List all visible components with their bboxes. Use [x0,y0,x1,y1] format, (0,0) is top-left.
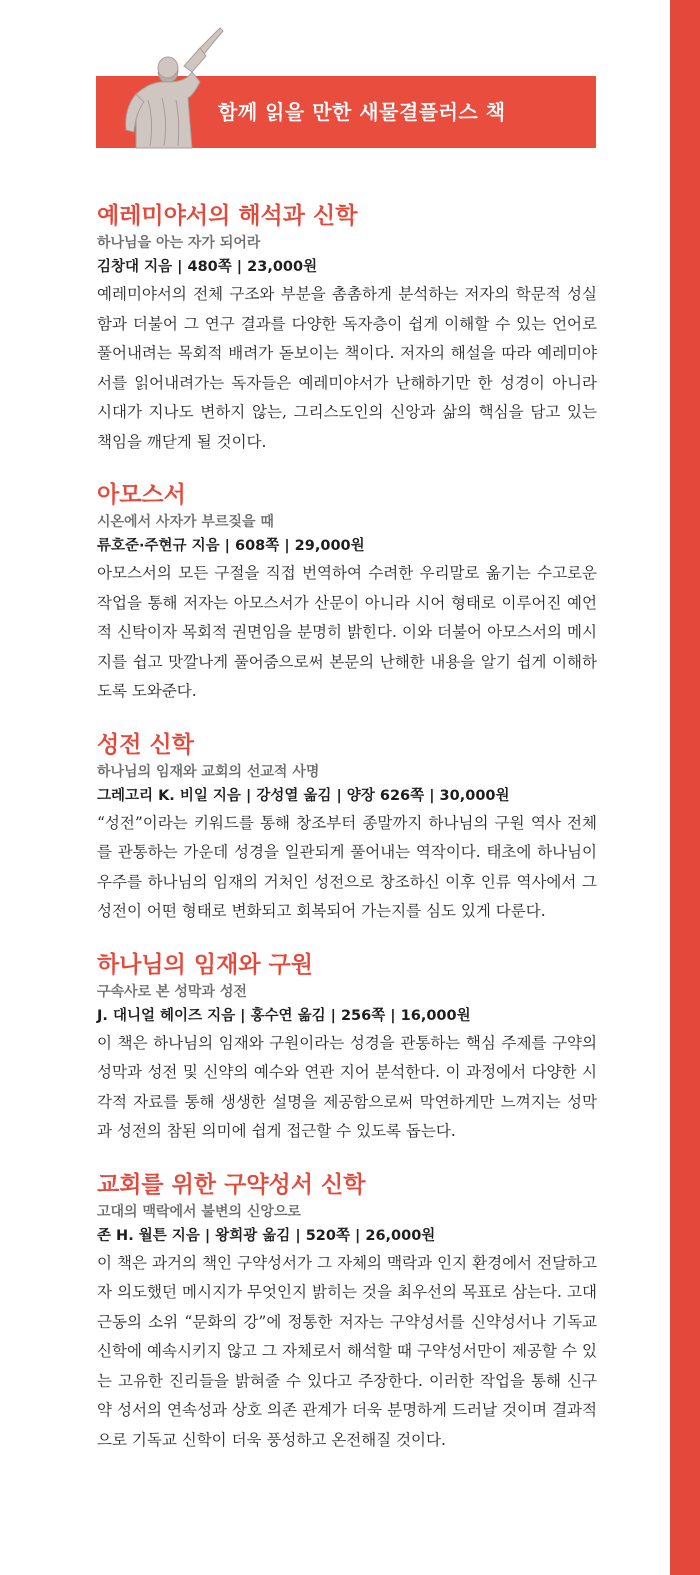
header-banner [96,20,596,160]
book-meta: J. 대니얼 헤이즈 지음 | 홍수연 옮김 | 256쪽 | 16,000원 [97,1007,471,1024]
book-description: 이 책은 과거의 책인 구약성서가 그 자체의 맥락과 인지 환경에서 전달하고자 의도했던 메시지가 무엇인지 밝히는 것을 최우선의 목표로 삼는다. 고대 근동의 소위 “문화의 강”에 정통한 저자는 구약성서를 신약성서나 기독교 신학에 예속시키지 않고 그 자체로서 해석할 때 구약성서만이 제공할 수 있는 고유한 진리들을 밝혀줄 수 있다고 주장한다. 이러한 작업을 통해 신구약 성서의 연속성과 상호 의존 관계가 더욱 분명하게 드러날 것이며 결과적으로 기독교 신학이 더욱 풍성하고 온전해질 것이다. [97,1253,597,1449]
book-subtitle: 하나님의 임재와 교회의 선교적 사명 [97,763,320,780]
book-subtitle: 하나님을 아는 자가 되어라 [97,235,261,251]
book-meta: 류호준·주현규 지음 | 608쪽 | 29,000원 [97,538,365,554]
book-title: 교회를 위한 구약성서 신학 [97,1170,366,1198]
book-meta: 존 H. 월튼 지음 | 왕희광 옮김 | 520쪽 | 26,000원 [97,1227,436,1244]
book-entry [97,200,597,457]
book-title: 아모스서 [97,481,186,508]
side-accent-bar [670,0,700,1575]
book-description: 예레미야서의 전체 구조와 부분을 촘촘하게 분석하는 저자의 학문적 성실함과 더불어 그 연구 결과를 다양한 독자층이 쉽게 이해할 수 있는 언어로 풀어내려는 목회적 배려가 돋보이는 책이다. 저자의 해설을 따라 예레미야서를 읽어내려가는 독자들은 예레미야서가 난해하기만 한 성경이 아니라 시대가 지나도 변하지 않는, 그리스도인의 신앙과 삶의 핵심을 담고 있는 책임을 깨닫게 될 것이다. [97,285,597,451]
book-subtitle: 구속사로 본 성막과 성전 [97,983,247,1000]
book-title: 하나님의 임재와 구원 [97,950,313,978]
book-description: “성전”이라는 키워드를 통해 창조부터 종말까지 하나님의 구원 역사 전체를 관통하는 가운데 성경을 일관되게 풀어내는 역작이다. 태초에 하나님이 우주를 하나님의 임재의 거처인 성전으로 창조하신 이후 인류 역사에서 그 성전이 어떤 형태로 변화되고 회복되어 가는지를 심도 있게 다룬다. [97,813,597,920]
book-subtitle: 시온에서 사자가 부르짖을 때 [97,514,274,530]
statue-illustration-icon [96,20,226,160]
book-meta: 그레고리 K. 비일 지음 | 강성열 옮김 | 양장 626쪽 | 30,000원 [97,787,510,804]
book-entry [97,479,597,707]
book-entry [97,949,597,1147]
book-entry [97,729,597,927]
book-entry [97,1169,597,1456]
book-meta: 김창대 지음 | 480쪽 | 23,000원 [97,259,318,275]
book-description: 아모스서의 모든 구절을 직접 번역하여 수려한 우리말로 옮기는 수고로운 작업을 통해 저자는 아모스서가 산문이 아니라 시어 형태로 이루어진 예언적 신탁이자 목회적 권면임을 분명히 밝힌다. 이와 더불어 아모스서의 메시지를 쉽고 맛깔나게 풀어줌으로써 본문의 난해한 내용을 알기 쉽게 이해하도록 도와준다. [97,564,597,700]
book-list [97,200,597,1477]
book-title: 성전 신학 [97,730,194,758]
book-subtitle: 고대의 맥락에서 불변의 신앙으로 [97,1203,301,1220]
book-title: 예레미야서의 해석과 신학 [97,202,358,229]
book-description: 이 책은 하나님의 임재와 구원이라는 성경을 관통하는 핵심 주제를 구약의 성막과 성전 및 신약의 예수와 연관 지어 분석한다. 이 과정에서 다양한 시각적 자료를 통해 생생한 설명을 제공함으로써 막연하게만 느껴지는 성막과 성전의 참된 의미에 쉽게 접근할 수 있도록 돕는다. [97,1033,597,1140]
banner-title: 함께 읽을 만한 새물결플러스 책 [218,100,506,124]
